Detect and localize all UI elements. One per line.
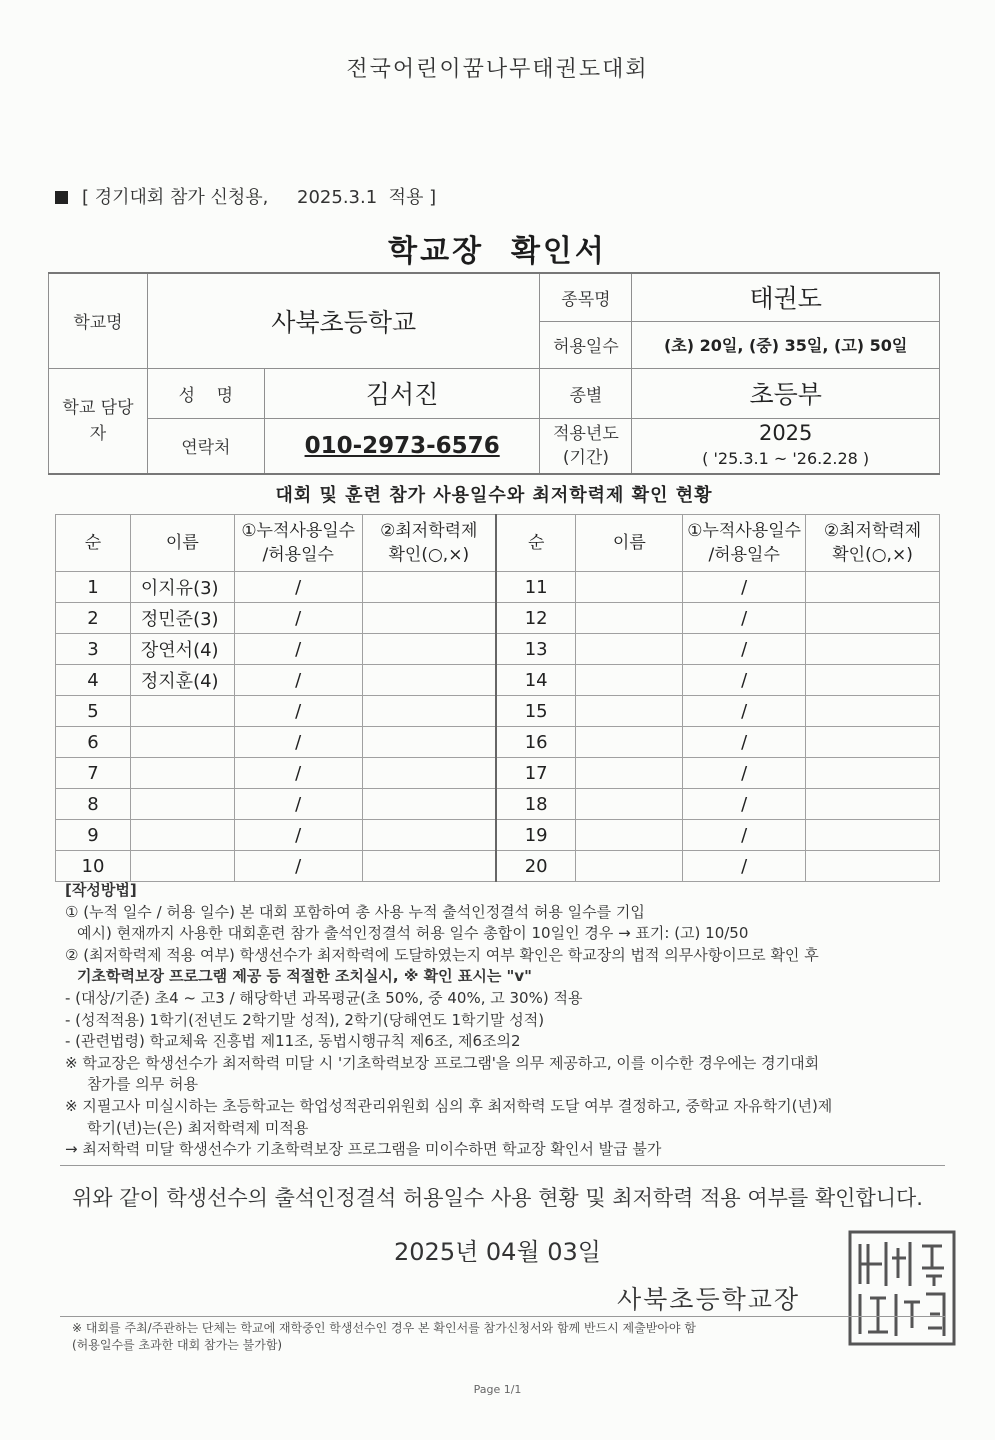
confirmation-statement: 위와 같이 학생선수의 출석인정결석 허용일수 사용 현황 및 최저학력 적용 여부를 확인합니다. [72, 1186, 923, 1210]
row-days-right: / [683, 603, 806, 634]
row-name [130, 696, 234, 727]
row-name-right [576, 572, 683, 603]
event-label: 종목명 [540, 273, 632, 321]
row-confirm [362, 727, 496, 758]
header-no: 순 [56, 515, 131, 572]
row-name [130, 758, 234, 789]
table-row [56, 572, 940, 603]
instruction-7b: 학기(년)는(은) 최저학력제 미적용 [87, 1118, 309, 1137]
table-row [56, 851, 940, 882]
row-confirm-right [806, 820, 940, 851]
table-row [56, 820, 940, 851]
header-days-right-line2: /허용일수 [708, 545, 780, 565]
row-confirm-right [806, 572, 940, 603]
apply-year-label-line2: (기간) [562, 447, 609, 468]
instruction-5: - (관련법령) 학교체육 진흥법 제11조, 동법시행규칙 제6조, 제6조의2 [65, 1032, 521, 1051]
instruction-4: - (성적적용) 1학기(전년도 2학기말 성적), 2학기(당해연도 1학기말 성적) [65, 1010, 545, 1029]
instruction-2: ② (최저학력제 적용 여부) 학생선수가 최저학력에 도달하였는지 여부 확인은 학교장의 법적 의무사항이므로 확인 후 [65, 945, 819, 964]
apply-year-label [540, 418, 632, 474]
header-confirm-right [806, 515, 940, 572]
table-row [56, 789, 940, 820]
row-days-right: / [683, 665, 806, 696]
table-row [56, 665, 940, 696]
row-days-right: / [683, 727, 806, 758]
header-name-right: 이름 [576, 515, 683, 572]
row-name-right [576, 634, 683, 665]
row-confirm-right [806, 727, 940, 758]
header-confirm-line1: ②최저학력제 [380, 521, 478, 541]
apply-year-label-line1: 적용년도 [553, 423, 619, 444]
row-name: 이지유(3) [130, 572, 234, 603]
row-name-right [576, 727, 683, 758]
instruction-3: - (대상/기준) 초4 ~ 고3 / 해당학년 과목평균(초 50%, 중 40%, 고 30%) 적용 [65, 988, 583, 1007]
row-name [130, 789, 234, 820]
row-no: 6 [56, 727, 131, 758]
row-confirm [362, 634, 496, 665]
apply-year-value: 2025 [758, 420, 813, 445]
page-number: Page 1/1 [473, 1383, 522, 1396]
category-label: 종별 [540, 368, 632, 418]
row-days: / [234, 665, 362, 696]
row-no-right: 14 [496, 665, 576, 696]
instruction-6b: 참가를 의무 허용 [87, 1075, 198, 1094]
apply-year-value-cell [632, 418, 940, 474]
header-days-line2: /허용일수 [262, 545, 334, 565]
header-days-line1: ①누적사용일수 [241, 521, 356, 541]
row-name-right [576, 696, 683, 727]
staff-name-value: 김서진 [264, 368, 540, 418]
row-name-right [576, 603, 683, 634]
row-days: / [234, 758, 362, 789]
header-confirm-line2: 확인(○,×) [388, 545, 470, 565]
staff-name-label: 성 명 [147, 368, 264, 418]
apply-period-value: ( '25.3.1 ~ '26.2.28 ) [702, 448, 870, 468]
instruction-7: ※ 지필고사 미실시하는 초등학교는 학업성적관리위원회 심의 후 최저학력 도달 여부 결정하고, 중학교 자유학기(년)제 [65, 1096, 833, 1115]
row-no: 7 [56, 758, 131, 789]
instruction-8: → 최저학력 미달 학생선수가 기초학력보장 프로그램을 미이수하면 학교장 확인서 발급 불가 [65, 1140, 662, 1159]
instruction-1-example: 예시) 현재까지 사용한 대회훈련 참가 출석인정결석 허용 일수 총합이 10일인 경우 → 표기: (고) 10/50 [77, 924, 749, 943]
row-days-right: / [683, 820, 806, 851]
row-no-right: 15 [496, 696, 576, 727]
row-days: / [234, 820, 362, 851]
table-row [56, 727, 940, 758]
row-no-right: 13 [496, 634, 576, 665]
row-days-right: / [683, 758, 806, 789]
row-confirm [362, 789, 496, 820]
row-no: 5 [56, 696, 131, 727]
event-value: 태권도 [632, 273, 940, 321]
row-no: 2 [56, 603, 131, 634]
divider [60, 1165, 945, 1166]
header-confirm-right-line2: 확인(○,×) [832, 545, 913, 565]
header-confirm [362, 515, 496, 572]
row-no: 8 [56, 789, 131, 820]
footnote-line1: ※ 대회를 주최/주관하는 단체는 학교에 재학중인 학생선수인 경우 본 확인서를 참가신청서와 함께 반드시 제출받아야 함 [72, 1321, 696, 1335]
row-days-right: / [683, 851, 806, 882]
row-name-right [576, 851, 683, 882]
row-name-right [576, 789, 683, 820]
header-days [234, 515, 362, 572]
header-days-right-line1: ①누적사용일수 [687, 521, 802, 541]
row-no: 10 [56, 851, 131, 882]
principal-name: 사북초등학교장 [617, 1285, 801, 1314]
header-confirm-right-line1: ②최저학력제 [823, 521, 922, 541]
row-name [130, 727, 234, 758]
row-days: / [234, 727, 362, 758]
footnote [72, 1320, 696, 1354]
row-days: / [234, 696, 362, 727]
instruction-1: ① (누적 일수 / 허용 일수) 본 대회 포함하여 총 사용 누적 출석인정결석 허용 일수를 기입 [65, 902, 645, 921]
row-name: 정지훈(4) [130, 665, 234, 696]
row-name-right [576, 820, 683, 851]
allowed-days-value: (초) 20일, (중) 35일, (고) 50일 [632, 321, 940, 368]
row-no: 3 [56, 634, 131, 665]
row-name-right [576, 758, 683, 789]
official-seal [846, 1228, 958, 1348]
row-confirm [362, 603, 496, 634]
row-no-right: 16 [496, 727, 576, 758]
row-no-right: 11 [496, 572, 576, 603]
instruction-6: ※ 학교장은 학생선수가 최저학력 미달 시 '기초학력보장 프로그램'을 의무 제공하고, 이를 이수한 경우에는 경기대회 [65, 1053, 820, 1072]
row-confirm-right [806, 789, 940, 820]
footnote-line2: (허용일수를 초과한 대회 참가는 불가함) [72, 1338, 283, 1352]
document-title: 학교장 확인서 [388, 234, 607, 269]
row-days: / [234, 603, 362, 634]
contact-value: 010-2973-6576 [264, 418, 540, 474]
row-no-right: 17 [496, 758, 576, 789]
issue-date: 2025년 04월 03일 [394, 1238, 601, 1266]
row-no: 9 [56, 820, 131, 851]
subheader-text: [ 경기대회 참가 신청용, 2025.3.1 적용 ] [82, 187, 437, 208]
row-confirm [362, 696, 496, 727]
row-days-right: / [683, 634, 806, 665]
row-confirm [362, 758, 496, 789]
instruction-2b: 기초학력보장 프로그램 제공 등 적절한 조치실시, ※ 확인 표시는 "v" [77, 967, 532, 986]
school-info-table [48, 272, 940, 475]
participation-table [55, 514, 940, 882]
allowed-days-label: 허용일수 [540, 321, 632, 368]
row-no-right: 19 [496, 820, 576, 851]
row-confirm [362, 851, 496, 882]
school-name-label: 학교명 [49, 273, 148, 368]
row-no: 4 [56, 665, 131, 696]
row-name [130, 851, 234, 882]
row-confirm-right [806, 696, 940, 727]
contact-label: 연락처 [147, 418, 264, 474]
row-name: 정민준(3) [130, 603, 234, 634]
table-row [56, 603, 940, 634]
row-days: / [234, 634, 362, 665]
header-no-right: 순 [496, 515, 576, 572]
row-no-right: 20 [496, 851, 576, 882]
row-no-right: 18 [496, 789, 576, 820]
row-confirm-right [806, 851, 940, 882]
instructions-heading: [작성방법] [65, 881, 137, 899]
row-confirm [362, 572, 496, 603]
table-row [56, 634, 940, 665]
row-no: 1 [56, 572, 131, 603]
row-days: / [234, 851, 362, 882]
row-days-right: / [683, 572, 806, 603]
row-confirm-right [806, 603, 940, 634]
staff-label: 학교 담당자 [49, 368, 148, 474]
instructions [65, 880, 945, 1161]
row-days-right: / [683, 696, 806, 727]
footer-divider [60, 1316, 945, 1317]
row-confirm-right [806, 758, 940, 789]
row-confirm-right [806, 665, 940, 696]
row-name [130, 820, 234, 851]
row-confirm [362, 665, 496, 696]
row-days: / [234, 572, 362, 603]
row-confirm [362, 820, 496, 851]
square-bullet-icon [55, 191, 68, 204]
section-title: 대회 및 훈련 참가 사용일수와 최저학력제 확인 현황 [275, 485, 713, 506]
row-days: / [234, 789, 362, 820]
event-title: 전국어린이꿈나무태권도대회 [346, 57, 649, 82]
table-row [56, 758, 940, 789]
header-name: 이름 [130, 515, 234, 572]
row-name: 장연서(4) [130, 634, 234, 665]
form-subheader [55, 183, 436, 209]
table-row [56, 696, 940, 727]
category-value: 초등부 [632, 368, 940, 418]
school-name-value: 사북초등학교 [147, 273, 540, 368]
row-no-right: 12 [496, 603, 576, 634]
header-days-right [683, 515, 806, 572]
row-confirm-right [806, 634, 940, 665]
row-name-right [576, 665, 683, 696]
row-days-right: / [683, 789, 806, 820]
